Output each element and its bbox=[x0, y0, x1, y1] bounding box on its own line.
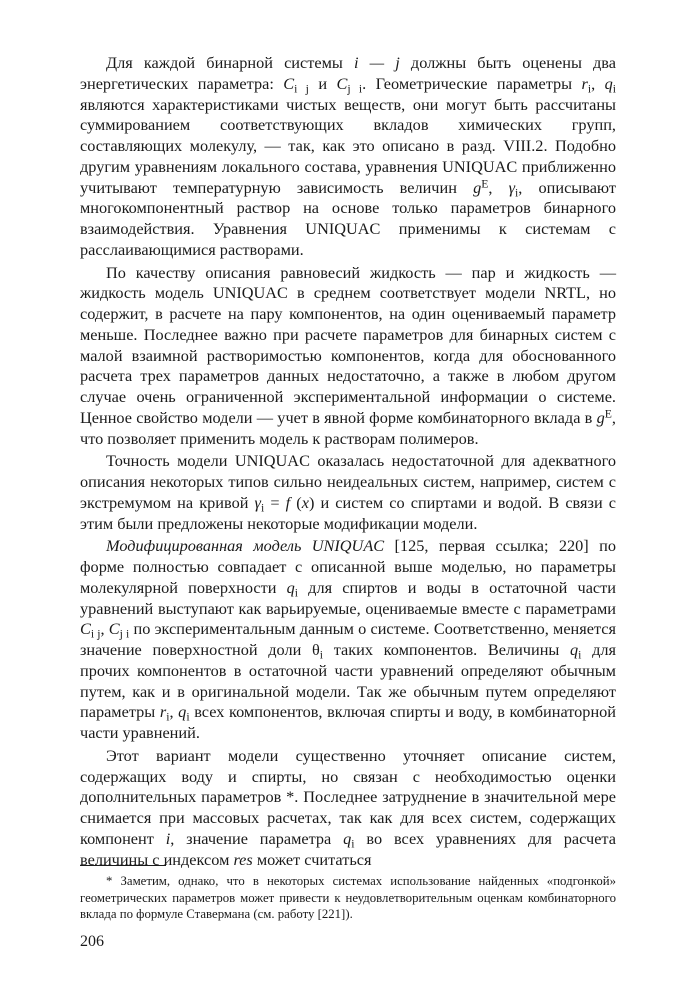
paragraph: Для каждой бинарной системы i — j должны быть оценены два энергетических параметра: $C_{i j}$ и $C_{j i}$. Геометрические параметры $r_i$, $q_i$ являются характеристиками чистых веществ, они могут быть рассчитаны суммированием соответствующих вкладов химических групп, составляющих молекулу, — так, как это описано в разд. VIII.2. Подобно другим уравнениям локального состава, уравнения UNIQUAC приближенно учитывают температурную зависимость величин $g^E$, $\gamma_i$, описывают многокомпонентный раствор на основе только параметров бинарного взаимодействия. Уравнения UNIQUAC применимы к системам с расслаивающимися растворами. bbox=[80, 53, 617, 259]
footnote-divider bbox=[80, 865, 166, 866]
page-number: 206 bbox=[80, 933, 104, 950]
paragraph: Модифицированная модель UNIQUAC [125, первая ссылка; 220] по форме полностью совпадает с описанной выше моделью, но параметры молекулярной поверхности $q_i$ для спиртов и воды в остаточной части уравнений выступают как варьируемые, оцениваемые вместе с параметрами $C_{i j}$, $C_{j i}$ по экспериментальным данным о системе. Соответственно, меняется значение поверхностной доли $\theta_i$ таких компонентов. Величины $q_i$ для прочих компонентов в остаточной части уравнений определяют обычным путем, как и в оригинальной модели. Так же обычным путем определяют параметры $r_i$, $q_i$ всех компонентов, включая спирты и воду, в комбинаторной части уравнений. bbox=[80, 536, 617, 742]
body-text bbox=[80, 53, 616, 870]
footnote bbox=[80, 873, 616, 923]
footnote-text: * Заметим, однако, что в некоторых системах использование найденных «подгонкой» геометрических параметров может привести к неудовлетворительным оценкам комбинаторного вклада по формуле Ставермана (см. работу [221]). bbox=[80, 874, 616, 921]
paragraph: Этот вариант модели существенно уточняет описание систем, содержащих воду и спирты, но связан с необходимостью оценки дополнительных параметров *. Последнее затруднение в значительной мере снимается при массовых расчетах, так как для всех систем, содержащих компонент i, значение параметра $q_i$ во всех уравнениях для расчета величины с индексом res может считаться bbox=[80, 745, 616, 869]
paragraph: По качеству описания равновесий жидкость — пар и жидкость — жидкость модель UNIQUAC в среднем соответствует модели NRTL, но содержит, в расчете на пару компонентов, на один оцениваемый параметр меньше. Последнее важно при расчете параметров для бинарных систем с малой взаимной растворимостью компонентов, когда для обоснованного расчета трех параметров данных недостаточно, а также в любом другом случае очень ограниченной экспериментальной информации о системе. Ценное свойство модели — учет в явной форме комбинаторного вклада в $g^E$, что позволяет применить модель к растворам полимеров. bbox=[80, 262, 616, 448]
paragraph: Точность модели UNIQUAC оказалась недостаточной для адекватного описания некоторых типов сильно неидеальных систем, например, систем с экстремумом на кривой $\gamma_i = f$ (x) и систем со спиртами и водой. В связи с этим были предложены некоторые модификации модели. bbox=[80, 451, 616, 533]
